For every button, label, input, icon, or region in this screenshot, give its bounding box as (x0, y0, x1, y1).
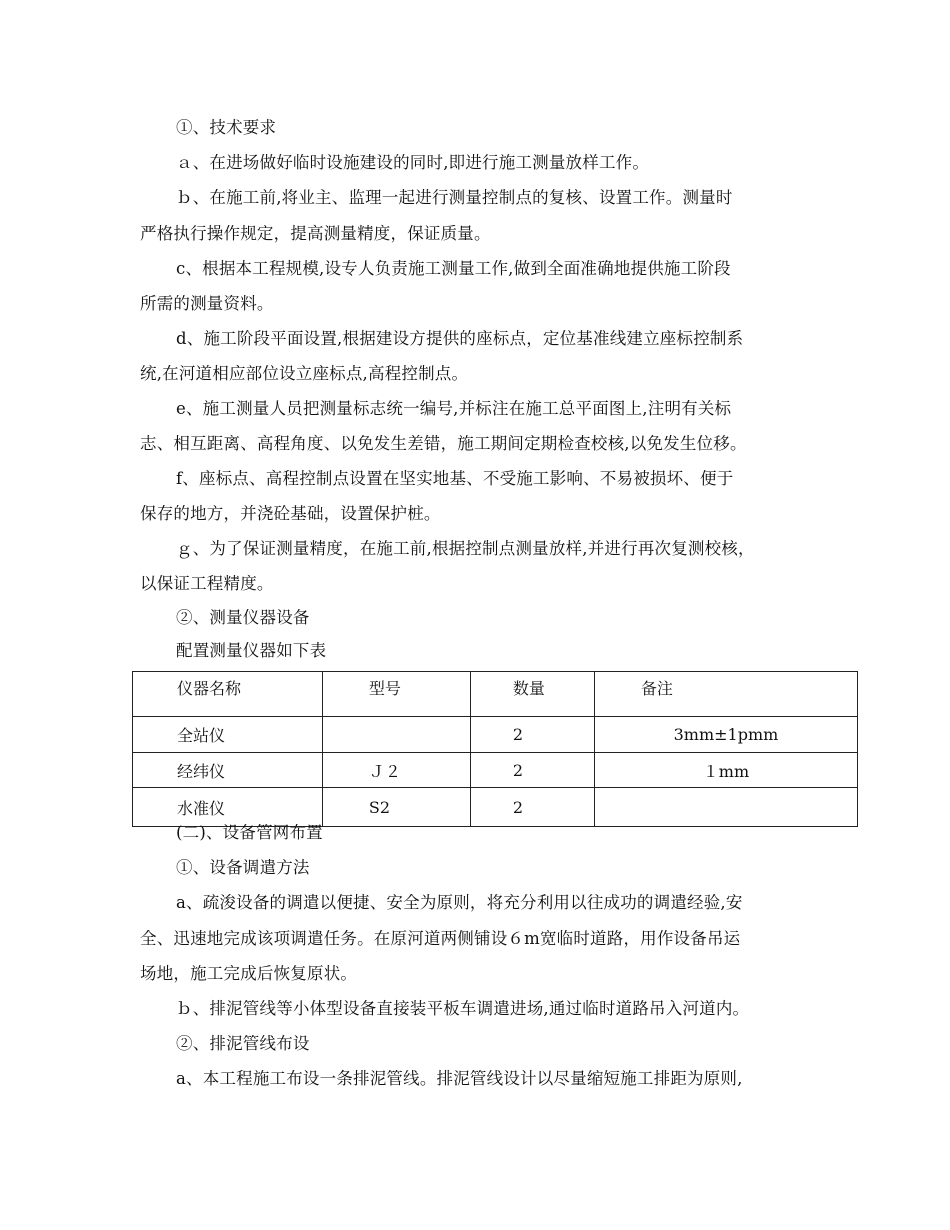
table-caption: 配置测量仪器如下表 (176, 641, 327, 660)
cell-quantity: 2 (470, 788, 594, 827)
table-header-row (133, 672, 858, 717)
paragraph-g-line1: ｇ、为了保证测量精度，在施工前,根据控制点测量放样,并进行再次复测校核， (176, 539, 755, 558)
instrument-table (132, 671, 858, 827)
paragraph-dispatch-a-line2: 全、迅速地完成该项调遣任务。在原河道两侧铺设６m宽临时道路，用作设备吊运 (140, 929, 741, 948)
paragraph-c-line2: 所需的测量资料。 (140, 294, 274, 313)
paragraph-f-line2: 保存的地方，并浇砼基础，设置保护桩。 (140, 504, 441, 523)
paragraph-dispatch-b: ｂ、排泥管线等小体型设备直接装平板车调遣进场,通过临时道路吊入河道内。 (176, 999, 750, 1018)
paragraph-dispatch-a-line3: 场地，施工完成后恢复原状。 (140, 964, 358, 983)
paragraph-e-line2: 志、相互距离、高程角度、以免发生差错，施工期间定期检查校核,以免发生位移。 (140, 434, 747, 453)
paragraph-b-line2: 严格执行操作规定，提高测量精度，保证质量。 (140, 224, 491, 243)
header-model: 型号 (322, 672, 470, 717)
header-instrument-name: 仪器名称 (133, 672, 323, 717)
paragraph-f-line1: f、座标点、高程控制点设置在坚实地基、不受施工影响、不易被损坏、便于 (176, 469, 734, 488)
section-heading-dispatch-method: ①、设备调遣方法 (176, 858, 310, 877)
cell-remarks: 3mm±1pmm (594, 717, 857, 753)
section-heading-equipment-network: (二)、设备管网布置 (176, 823, 323, 842)
paragraph-pipeline-a: a、本工程施工布设一条排泥管线。排泥管线设计以尽量缩短施工排距为原则, (176, 1069, 743, 1088)
section-heading-pipeline-layout: ②、排泥管线布设 (176, 1034, 310, 1053)
cell-model (322, 717, 470, 753)
paragraph-d-line2: 统,在河道相应部位设立座标点,高程控制点。 (140, 364, 469, 383)
table-row (133, 717, 858, 753)
cell-instrument-name: 经纬仪 (133, 753, 323, 788)
section-heading-technical-requirements: ①、技术要求 (176, 118, 277, 137)
paragraph-dispatch-a-line1: a、疏浚设备的调遣以便捷、安全为原则，将充分利用以往成功的调遣经验,安 (176, 893, 743, 912)
cell-instrument-name: 全站仪 (133, 717, 323, 753)
table-row (133, 788, 858, 827)
paragraph-d-line1: d、施工阶段平面设置,根据建设方提供的座标点，定位基准线建立座标控制系 (176, 329, 744, 348)
cell-quantity: 2 (470, 753, 594, 788)
header-quantity: 数量 (470, 672, 594, 717)
paragraph-g-line2: 以保证工程精度。 (140, 574, 274, 593)
paragraph-c-line1: c、根据本工程规模,设专人负责施工测量工作,做到全面准确地提供施工阶段 (176, 259, 731, 278)
cell-instrument-name: 水准仪 (133, 788, 323, 827)
cell-model: S2 (322, 788, 470, 827)
table-row (133, 753, 858, 788)
paragraph-e-line1: e、施工测量人员把测量标志统一编号,并标注在施工总平面图上,注明有关标 (176, 399, 732, 418)
header-remarks: 备注 (594, 672, 857, 717)
cell-quantity: 2 (470, 717, 594, 753)
cell-remarks (594, 788, 857, 827)
cell-model: Ｊ２ (322, 753, 470, 788)
paragraph-a: ａ、在进场做好临时设施建设的同时,即进行施工测量放样工作。 (176, 153, 650, 172)
paragraph-b-line1: ｂ、在施工前,将业主、监理一起进行测量控制点的复核、设置工作。测量时 (176, 188, 733, 207)
cell-remarks: １mm (594, 753, 857, 788)
section-heading-instruments: ②、测量仪器设备 (176, 608, 310, 627)
